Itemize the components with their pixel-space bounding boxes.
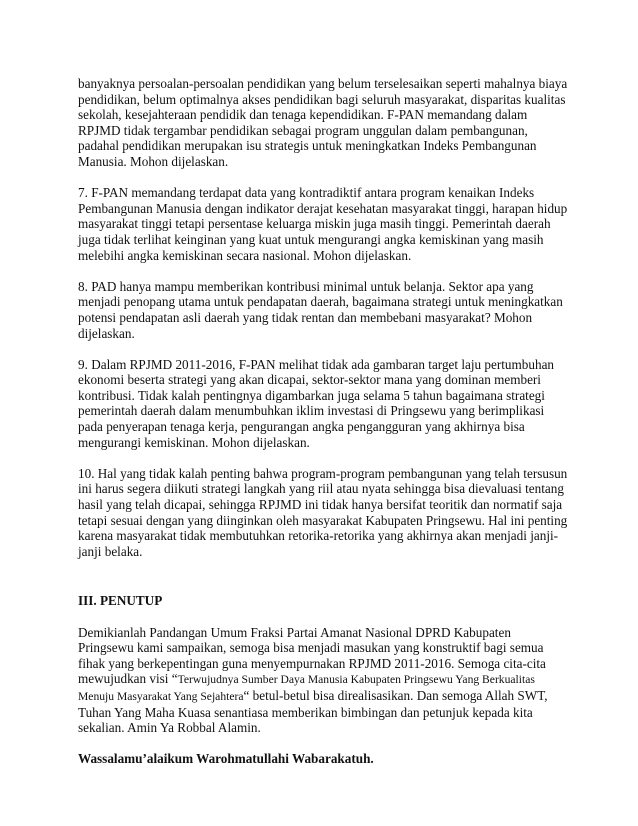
closing-paragraph (78, 625, 568, 736)
document-page (78, 76, 568, 767)
closing-text-part-2: “ betul-betul bisa direalisasikan. Dan semoga Allah SWT, Tuhan Yang Maha Kuasa senantiasa memberikan bimbingan dan petunjuk kepada kita sekalian. Amin Ya Robbal Alamin. (78, 687, 548, 736)
paragraph-10: 10. Hal yang tidak kalah penting bahwa program-program pembangunan yang telah tersusun ini harus segera diikuti strategi langkah yang riil atau nyata sehingga bisa dievaluasi tentang hasil yang telah dicapai, sehingga RPJMD ini tidak hanya bersifat teoritik dan normatif saja tetapi sesuai dengan yang diinginkan oleh masyarakat Kabupaten Pringsewu. Hal ini penting karena masyarakat tidak membutuhkan retorika-retorika yang akhirnya akan menjadi janji-janji belaka. (78, 465, 568, 559)
closing-text-part-1: Demikianlah Pandangan Umum Fraksi Partai Amanat Nasional DPRD Kabupaten Pringsewu kami sampaikan, semoga bisa menjadi masukan yang konstruktif bagi semua fihak yang berkepentingan guna menyempurnakan RPJMD 2011-2016. Semoga cita-cita mewujudkan visi “ (78, 624, 546, 687)
paragraph-7: 7. F-PAN memandang terdapat data yang kontradiktif antara program kenaikan Indeks Pembangunan Manusia dengan indikator derajat kesehatan masyarakat tinggi, harapan hidup masyarakat tinggi tetapi persentase keluarga miskin juga masih tinggi. Pemerintah daerah juga tidak terlihat keinginan yang kuat untuk mengurangi angka kemiskinan yang masih melebihi angka kemiskinan secara nasional. Mohon dijelaskan. (78, 185, 568, 263)
paragraph-9: 9. Dalam RPJMD 2011-2016, F-PAN melihat tidak ada gambaran target laju pertumbuhan ekonomi beserta strategi yang akan dicapai, sektor-sektor mana yang dominan memberi kontribusi. Tidak kalah pentingnya digambarkan juga selama 5 tahun bagaimana strategi pemerintah daerah dalam menumbuhkan iklim investasi di Pringsewu yang berimplikasi pada penyerapan tenaga kerja, pengurangan angka pengangguran yang akhirnya bisa mengurangi kemiskinan. Mohon dijelaskan. (78, 356, 555, 450)
paragraph-6-continuation: banyaknya persoalan-persoalan pendidikan yang belum terselesaikan seperti mahalnya biaya pendidikan, belum optimalnya akses pendidikan bagi seluruh masyarakat, disparitas kualitas sekolah, kesejahteraan pendidik dan tenaga kependidikan. F-PAN memandang dalam RPJMD tidak tergambar pendidikan sebagai program unggulan dalam pembangunan, padahal pendidikan merupakan isu strategis untuk meningkatkan Indeks Pembangunan Manusia. Mohon dijelaskan. (78, 76, 568, 169)
closing-salutation: Wassalamu’alaikum Warohmatullahi Wabarakatuh. (78, 751, 374, 767)
section-heading-penutup: III. PENUTUP (78, 593, 163, 609)
paragraph-8: 8. PAD hanya mampu memberikan kontribusi minimal untuk belanja. Sektor apa yang menjadi penopang utama untuk pendapatan daerah, bagaimana strategi untuk meningkatkan potensi pendapatan asli daerah yang tidak rentan dan membebani masyarakat? Mohon dijelaskan. (78, 278, 563, 341)
vision-statement: Terwujudnya Sumber Daya Manusia Kabupaten Pringsewu Yang Berkualitas Menuju Masyarakat Yang Sejahtera (78, 673, 535, 703)
